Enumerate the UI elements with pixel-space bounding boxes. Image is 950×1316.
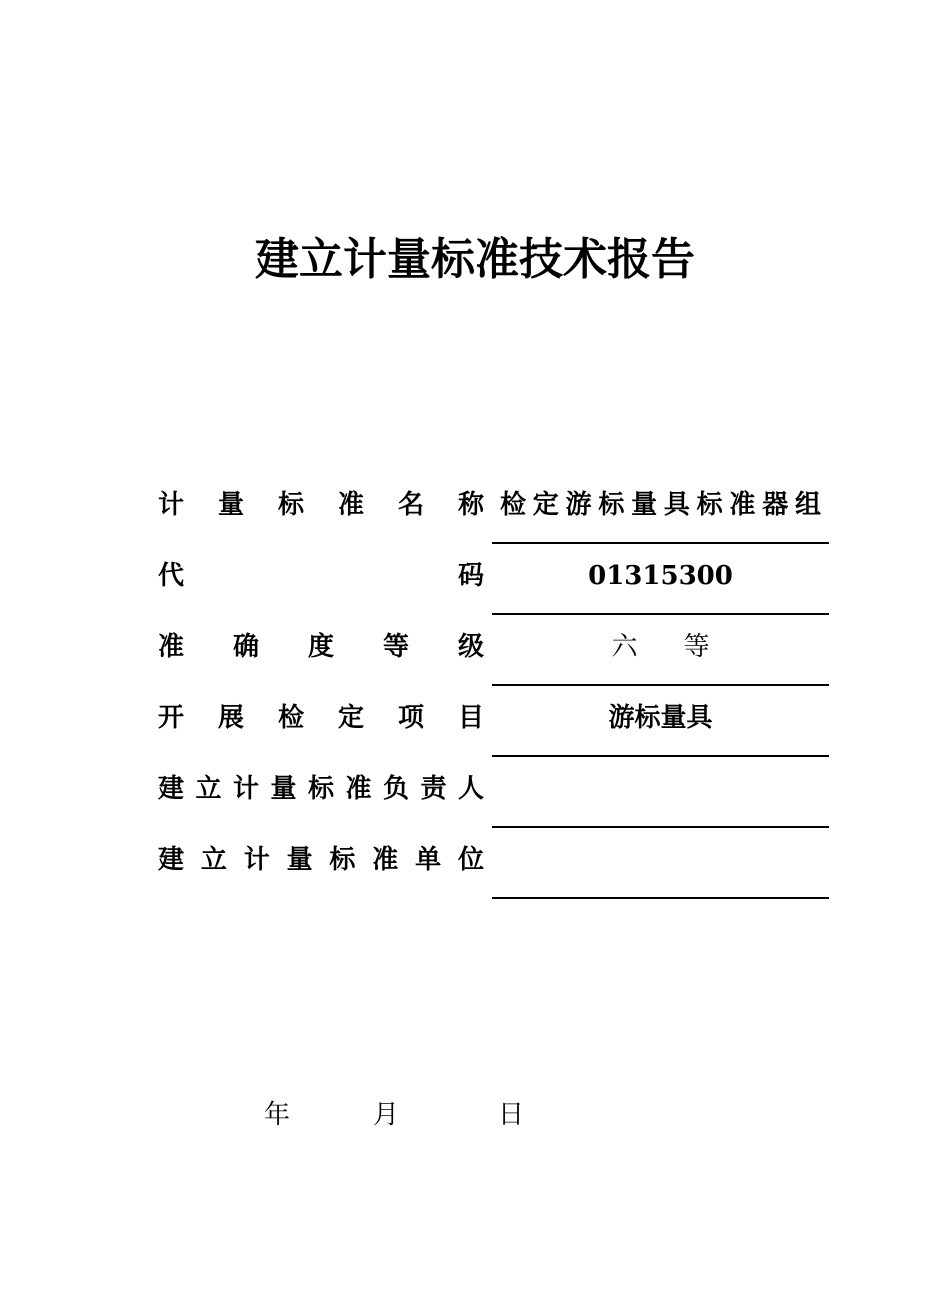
field-underline: [492, 684, 829, 686]
field-establishing-unit: [0, 829, 950, 900]
field-value: [492, 758, 829, 829]
field-value: 六等: [611, 632, 756, 662]
field-label: 开展检定项目: [158, 703, 484, 733]
field-verification-item: [0, 687, 950, 758]
field-label: 建立计量标准负责人: [158, 774, 484, 804]
field-value: 游标量具: [608, 703, 713, 733]
field-label: 建立计量标准单位: [158, 845, 484, 875]
field-responsible-person: [0, 758, 950, 829]
field-underline: [492, 897, 829, 899]
field-accuracy-grade: [0, 616, 950, 687]
field-underline: [492, 542, 829, 544]
field-standard-name: [0, 474, 950, 545]
field-underline: [492, 613, 829, 615]
field-underline: [492, 826, 829, 828]
field-code: [0, 545, 950, 616]
field-value: 01315300: [588, 561, 733, 591]
date-day-label: 日: [498, 1100, 525, 1130]
field-label: 准确度等级: [158, 632, 484, 662]
field-label: 计量标准名称: [158, 490, 484, 520]
field-underline: [492, 755, 829, 757]
field-value: [492, 829, 829, 900]
date-month-label: 月: [373, 1100, 400, 1130]
field-label: 代码: [158, 561, 484, 591]
field-value: 检定游标量具标准器组: [500, 490, 821, 520]
report-title: 建立计量标准技术报告: [255, 234, 695, 285]
date-year-label: 年: [264, 1100, 291, 1130]
